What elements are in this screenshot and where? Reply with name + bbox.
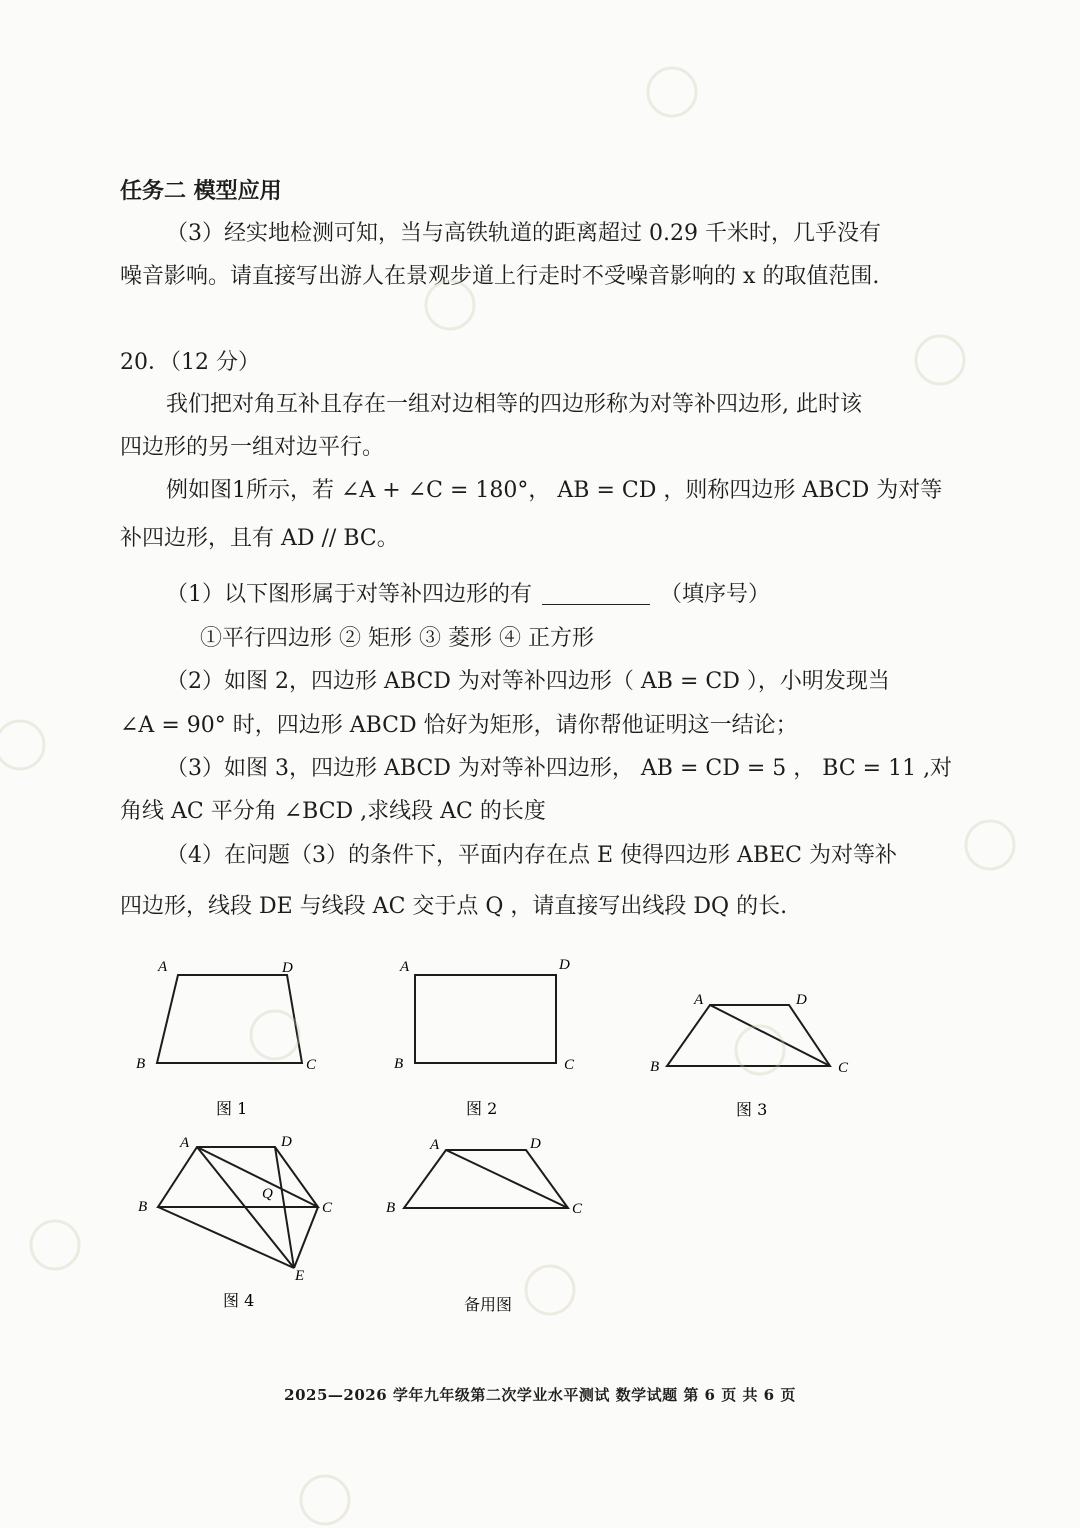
fig3-label-a: A — [694, 992, 704, 1008]
part1-suffix: （填序号） — [660, 582, 771, 607]
watermark-disc — [648, 68, 696, 116]
part1-text: （1）以下图形属于对等补四边形的有 — [166, 582, 532, 607]
watermark-disc — [916, 336, 964, 384]
spare-label-a: A — [430, 1137, 440, 1153]
fig2-label-a: A — [400, 959, 410, 975]
spare-label-d: D — [530, 1136, 541, 1152]
watermark-disc — [251, 1011, 299, 1059]
fig1-label-d: D — [282, 960, 293, 976]
spare-label-c: C — [572, 1201, 583, 1217]
q20-example-line2: 补四边形，且有 AD // BC。 — [120, 526, 399, 551]
fig1-label-c: C — [306, 1057, 317, 1073]
watermark-disc — [426, 281, 474, 329]
watermark-disc — [0, 721, 44, 769]
fig1-label-a: A — [158, 959, 168, 975]
q20-part4-line2: 四边形，线段 DE 与线段 AC 交于点 Q ，请直接写出线段 DQ 的长. — [120, 894, 788, 919]
watermark-disc — [301, 1476, 349, 1524]
q20-def-line2: 四边形的另一组对边平行。 — [120, 435, 385, 460]
watermark-disc — [31, 1221, 79, 1269]
watermark-disc — [966, 821, 1014, 869]
q20-def-line1: 我们把对角互补且存在一组对边相等的四边形称为对等补四边形, 此时该 — [166, 392, 862, 417]
fig4-label-q: Q — [262, 1186, 273, 1202]
fig3-label-b: B — [650, 1059, 660, 1075]
part1-options: ①平行四边形 ② 矩形 ③ 菱形 ④ 正方形 — [200, 626, 594, 651]
spare-label-b: B — [386, 1200, 396, 1216]
q3-line1: （3）经实地检测可知，当与高铁轨道的距离超过 0.29 千米时，几乎没有 — [166, 221, 881, 246]
task2-heading: 任务二 模型应用 — [120, 178, 282, 204]
fig4-label-a: A — [180, 1135, 190, 1151]
page-footer: 2025—2026 学年九年级第二次学业水平测试 数学试题 第 6 页 共 6 页 — [284, 1386, 796, 1404]
fig3-label-c: C — [838, 1060, 849, 1076]
q20-part3-line1: （3）如图 3，四边形 ABCD 为对等补四边形， AB = CD = 5 ， BC = 11 ,对 — [166, 756, 953, 781]
q20-part3-line2: 角线 AC 平分角 ∠BCD ,求线段 AC 的长度 — [120, 799, 546, 824]
fig4-caption: 图 4 — [223, 1291, 255, 1310]
spare-caption: 备用图 — [464, 1295, 513, 1314]
q3-line2: 噪音影响。请直接写出游人在景观步道上行走时不受噪音影响的 x 的取值范围. — [120, 264, 880, 289]
fig4-label-b: B — [138, 1199, 148, 1215]
q20-part2-line2: ∠A = 90° 时，四边形 ABCD 恰好为矩形，请你帮他证明这一结论； — [120, 713, 798, 738]
fig1-caption: 图 1 — [216, 1099, 248, 1118]
fig1-label-b: B — [136, 1056, 146, 1072]
fig3-caption: 图 3 — [736, 1100, 768, 1119]
fig4-label-c: C — [322, 1200, 333, 1216]
watermark-disc — [526, 1266, 574, 1314]
fig2-caption: 图 2 — [466, 1099, 498, 1118]
watermark-disc — [736, 1026, 784, 1074]
q20-header: 20．（12 分） — [120, 350, 260, 375]
fig2-label-d: D — [559, 957, 570, 973]
q20-part4-line1: （4）在问题（3）的条件下，平面内存在点 E 使得四边形 ABEC 为对等补 — [166, 843, 897, 868]
fig4-label-d: D — [281, 1134, 292, 1150]
fig3-label-d: D — [796, 992, 807, 1008]
fig2-label-b: B — [394, 1056, 404, 1072]
q20-example-line1: 例如图1所示，若 ∠A + ∠C = 180°， AB = CD ，则称四边形 ABCD 为对等 — [166, 478, 943, 503]
q20-part2-line1: （2）如图 2，四边形 ABCD 为对等补四边形（ AB = CD ），小明发现当 — [166, 669, 890, 694]
fig2-label-c: C — [564, 1057, 575, 1073]
fig4-label-e: E — [295, 1268, 305, 1284]
